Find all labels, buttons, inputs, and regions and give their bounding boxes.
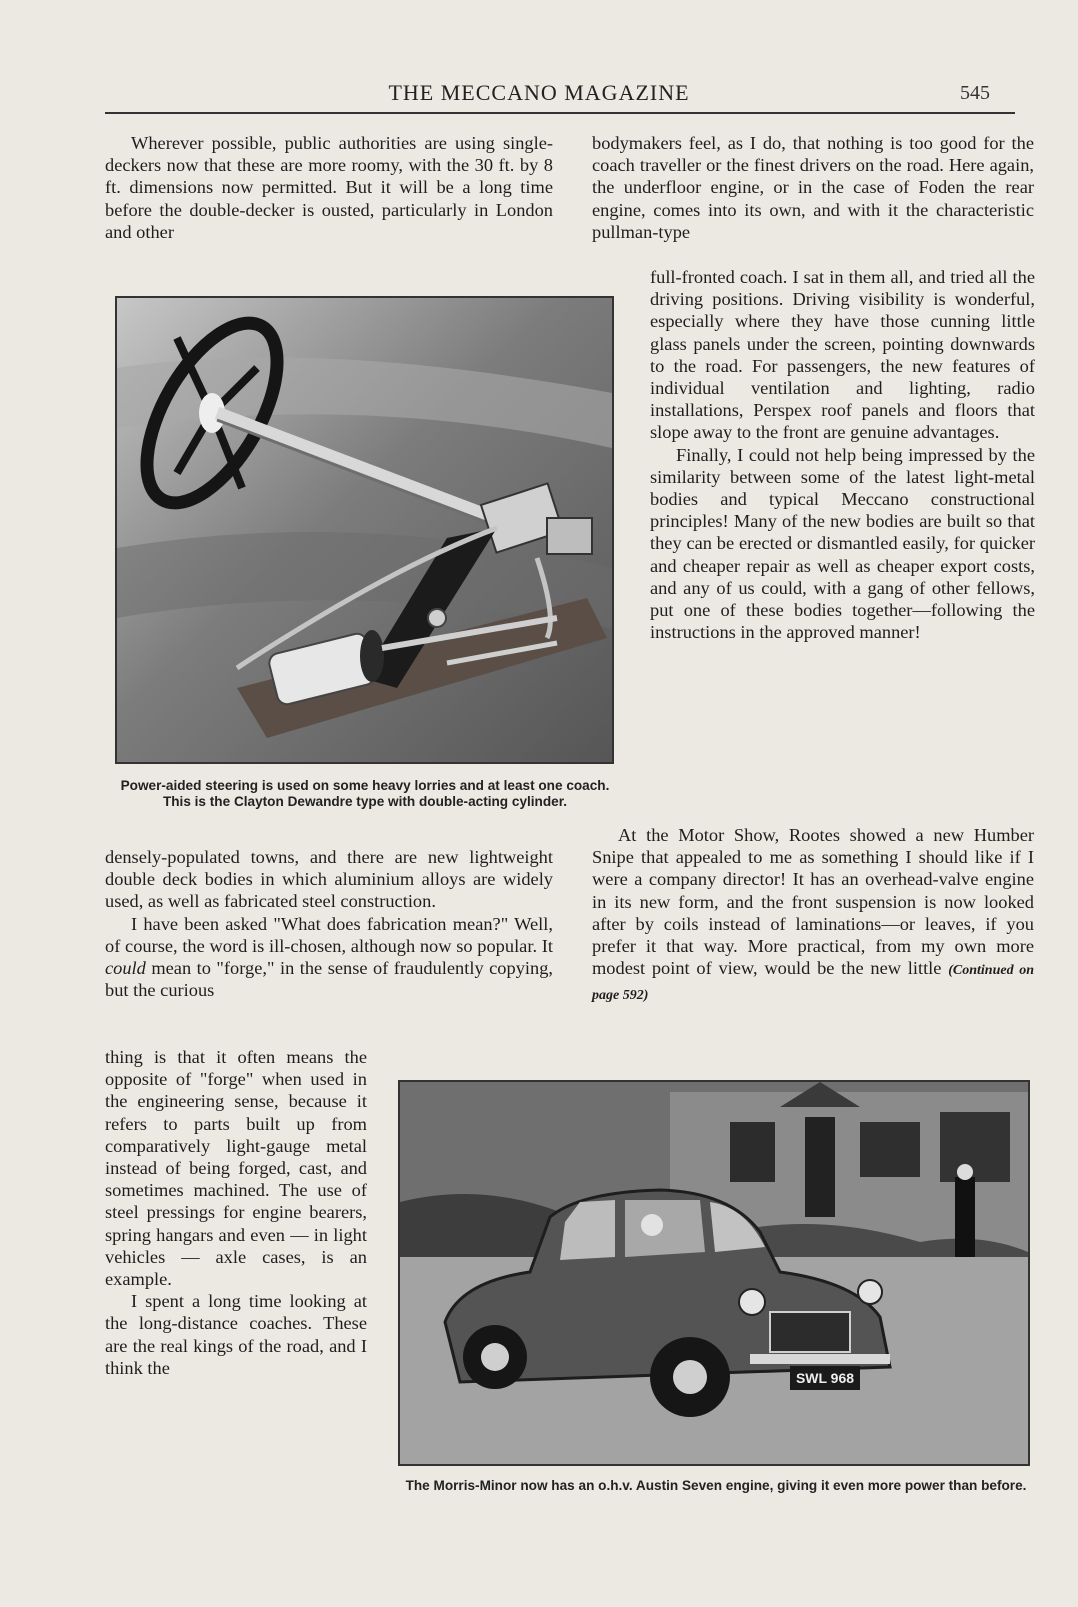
steering-caption-block	[115, 778, 615, 810]
steering-caption: Power-aided steering is used on some heavy lorries and at least one coach. This is the Clayton Dewandre type with double-acting cylinder.	[120, 778, 610, 809]
right-motor-show-block	[592, 824, 1034, 1008]
morris-minor-photo	[398, 1080, 1030, 1466]
could-word: could	[105, 958, 146, 979]
fabrication-lead: I have been asked "What does fabrication mean?" Well, of course, the word is ill-chosen, although now so popular. It	[105, 913, 553, 956]
forge-paragraph: thing is that it often means the opposite of "forge" when used in the engineering sense, because it refers to parts built up from comparatively light-gauge metal instead of being forged, cast, and sometimes machined. The use of steel pressings for engine bearers, spring hangars and even — in light vehicles — axle cases, is an example.	[105, 1047, 367, 1290]
left-intro-paragraph: Wherever possible, public authorities are using single-deckers now that these are more roomy, with the 30 ft. by 8 ft. dimensions now permitted. But it will be a long time before the double-decker is ousted, particularly in London and other	[105, 133, 553, 242]
fabrication-tail: mean to "forge," in the sense of fraudulently copying, but the curious	[105, 958, 553, 1001]
left-intro-block	[105, 132, 553, 243]
number-plate: SWL 968	[795, 1370, 855, 1386]
right-top-paragraph: bodymakers feel, as I do, that nothing is too good for the coach traveller or the finest drivers on the road. Here again, the underfloor engine, or in the case of Foden the rear engine, comes into its own, and with it the characteristic pullman-type	[592, 133, 1034, 242]
left-narrow-block	[105, 1046, 367, 1379]
morris-caption-block	[398, 1478, 1034, 1494]
coach-features-paragraph: full-fronted coach. I sat in them all, and tried all the driving positions. Driving visibility is wonderful, especially where they have those cunning little glass panels under the screen, pointing downwards to the road. For passengers, the new features of individual ventilation and lighting, radio installations, Perspex roof panels and floors that slope away to the front are genuine advantages.	[650, 267, 1035, 443]
motor-show-text: At the Motor Show, Rootes showed a new Humber Snipe that appealed to me as something I should like if I were a company director! It has an overhead-valve engine in its new form, and the front suspension is now looked after by coils instead of laminations—or leaves, if you prefer it that way. More practical, from my own more modest point of view, would be the new little	[592, 825, 1034, 979]
right-top-block	[592, 132, 1034, 243]
steering-mechanism-photo-icon	[117, 298, 612, 762]
motor-show-paragraph	[592, 824, 1034, 1008]
left-continuation-block	[105, 846, 553, 1001]
coaches-paragraph: I spent a long time looking at the long-distance coaches. These are the real kings of the road, and I think the	[105, 1291, 367, 1378]
steering-photo	[115, 296, 614, 764]
right-narrow-block	[650, 266, 1035, 643]
magazine-title: THE MECCANO MAGAZINE	[388, 80, 690, 105]
morris-caption: The Morris-Minor now has an o.h.v. Austin Seven engine, giving it even more power than before.	[405, 1478, 1027, 1493]
continued-note: (Continued on page 592)	[592, 963, 1034, 1004]
header-rule	[105, 112, 1015, 114]
left-continuation-paragraph: densely-populated towns, and there are new lightweight double deck bodies in which aluminium alloys are widely used, as well as fabricated steel construction.	[105, 847, 553, 912]
finally-paragraph: Finally, I could not help being impressed by the similarity between some of the latest light-metal bodies and typical Meccano constructional principles! Many of the new bodies are built so that they can be erected or dismantled easily, for quicker and cheaper repair as well as cheaper export costs, and any of us could, with a gang of other fellows, put one of these bodies together—following the instructions in the approved manner!	[650, 444, 1035, 643]
fabrication-paragraph	[105, 913, 553, 1002]
morris-minor-car-photo-icon	[400, 1082, 1028, 1464]
page-number: 545	[960, 82, 990, 104]
